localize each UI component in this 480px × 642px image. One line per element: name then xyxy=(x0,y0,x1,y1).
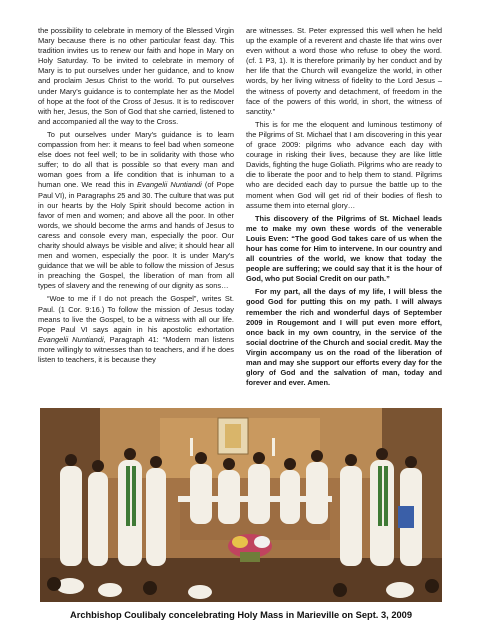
article-columns xyxy=(38,26,442,408)
paragraph: “Woe to me if I do not preach the Gospel”, writes St. Paul. (1 Cor. 9:16.) To follow the mission of Jesus today means to live the Gospel, to be a witness with all our life. Pope Paul VI says again in his apostolic exhortation Evangelii Nuntiandi, Paragraph 41: “Modern man listens more willingly to witnesses than to teachers, and if he does listen to teachers, it is because they xyxy=(38,294,234,364)
mass-photo xyxy=(40,408,442,602)
photo-caption: Archbishop Coulibaly concelebrating Holy Mass in Marieville on Sept. 3, 2009 xyxy=(69,610,412,620)
paragraph: To put ourselves under Mary's guidance is to learn compassion from her: it means to feel bad when someone else does not feel well; to be in solidarity with those who suffer; to do all that is possible so that every man and woman goes from a life condition that is inhuman to a human one. We read this in Evangelii Nuntiandi (of Pope Paul VI), in Paragraphs 25 and 30. The culture that was put in our hearts by the Holy Spirit should become action in favor of men and women; and above all the poor. In other words, we should become the arms and hands of Jesus to caress and console every man, especially the poor. Our charity should always be visible and alive; it should hear all men and women, especially the poor. It is under Mary's guidance that we will be able to follow the mission of Jesus in preaching the Gospel, the liberation of man from all types of slavery and the renewing of our dignity as sons… xyxy=(38,129,234,291)
paragraph-bold: For my part, all the days of my life, I will bless the good God for putting this on my path. I will always remember the rich and wonderful days of September 2009 in Rougemont and I will put even more effort, once back in my own country, in the service of the social doctrine of the Church and social credit. May the Virgin accompany us on the road of the liberation of man and may she support our efforts every day for the glory of God and the salvation of man, today and forever and ever. Amen. xyxy=(246,287,442,388)
paragraph-bold: This discovery of the Pilgrims of St. Michael leads me to make my own these words of the venerable Louis Even: “The good God takes care of us when the hour has come for Him to intervene. In our country and all countries of the world, we know that today the people are suffering; we could say that it is the hour of God, who put Social Credit on our path.” xyxy=(246,213,442,284)
right-column xyxy=(246,26,442,408)
paragraph: This is for me the eloquent and luminous testimony of the Pilgrims of St. Michael that I am discovering in this year of grace 2009: pilgrims who advance each day with courage in risking their lives, because they are like little Davids, fighting the huge Goliath. Pilgrims who are ready to die to liberate the poor and to help them to stand. Pilgrims who are decided each day to pursue the battle up to the moment when God will get rid of their bodies of flesh to assume them into eternal glory… xyxy=(246,119,442,210)
left-column xyxy=(38,26,234,408)
paragraph: are witnesses. St. Peter expressed this well when he held up the example of a reverent and chaste life that wins over even without a word those who refuse to obey the word. (cf. 1 P3, 1). It is therefore primarily by her conduct and by her life that the Church will evangelize the world, in other words, by her living witness of fidelity to the Lord Jesus – the witness of poverty and detachment, of freedom in the face of the powers of this world, in short, the witness of sanctity.” xyxy=(246,26,442,116)
paragraph: the possibility to celebrate in memory of the Blessed Virgin Mary because there is no other particular feast day. This tradition invites us to renew our faith and hope in Mary on Holy Saturday. To be invited to celebrate in memory of Mary is to put ourselves under her guidance, and to know and proclaim Jesus Christ to the world. To put ourselves under Mary's guidance is to contemplate her as the Model of hope at the foot of the Cross of Jesus. It is to rediscover with her, Jesus, the Son of God that she carried, listened to and accompanied all the way to the Cross. xyxy=(38,26,234,126)
